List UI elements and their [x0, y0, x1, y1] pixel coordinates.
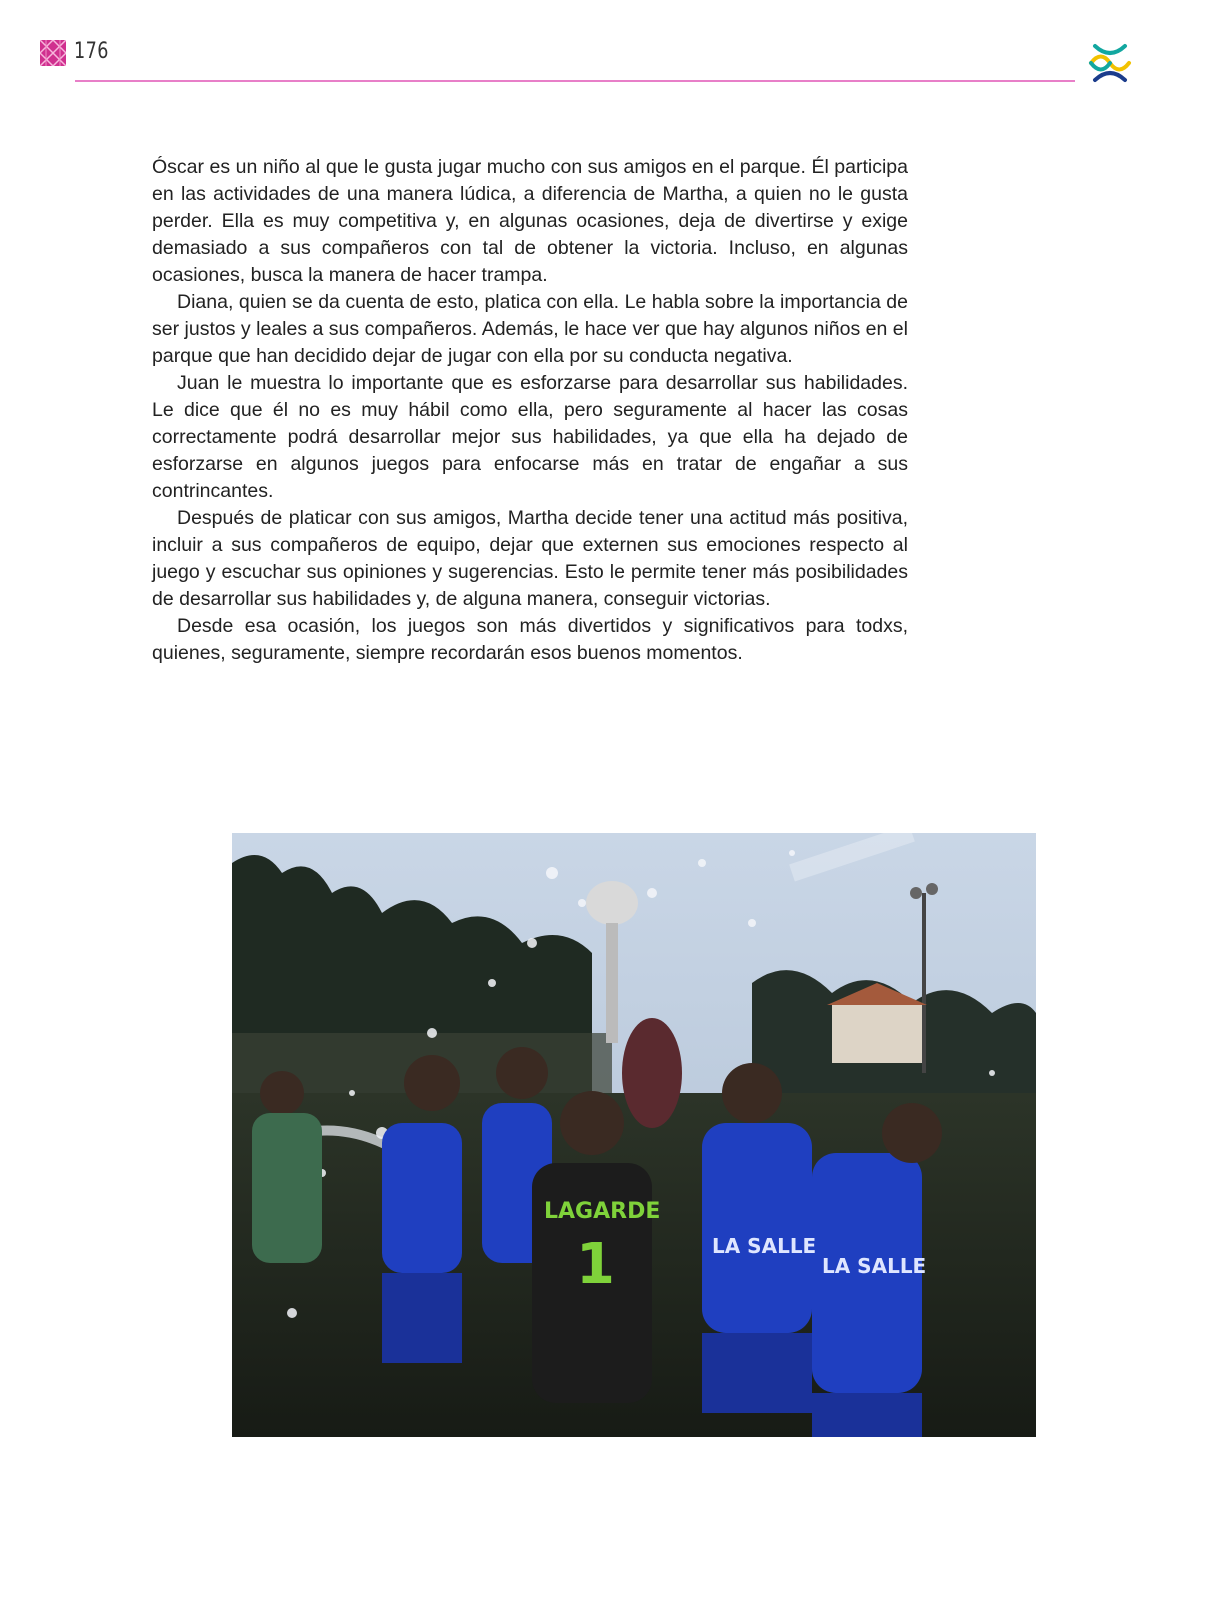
pattern-icon — [40, 40, 66, 66]
goalkeeper-number-text: 1 — [576, 1232, 615, 1297]
jersey-text: LA SALLE — [712, 1234, 817, 1258]
paragraph: Después de platicar con sus amigos, Martha decide tener una actitud más positiva, incluir a sus compañeros de equipo, dejar que externen sus emociones respecto al juego y escuchar sus opiniones y sugerencias. Esto le permite tener más posibilidades de desarrollar sus habilidades y, de alguna manera, conseguir victorias. — [152, 507, 908, 610]
header-divider — [75, 80, 1075, 82]
paragraph: Diana, quien se da cuenta de esto, platica con ella. Le habla sobre la importancia de ser justos y leales a sus compañeros. Además, le hace ver que hay algunos niños en el parque que han decidido dejar de jugar con ella por su conducta negativa. — [152, 291, 908, 367]
jersey-text: LA SALLE — [822, 1254, 927, 1278]
paragraph: Desde esa ocasión, los juegos son más divertidos y significativos para todxs, quienes, seguramente, siempre recordarán esos buenos momentos. — [152, 615, 908, 664]
paragraph: Óscar es un niño al que le gusta jugar mucho con sus amigos en el parque. Él participa en las actividades de una manera lúdica, a diferencia de Martha, a quien no le gusta perder. Ella es muy competitiva y, en algunas ocasiones, deja de divertirse y exige demasiado a sus compañeros con tal de obtener la victoria. Incluso, en algunas ocasiones, busca la manera de hacer trampa. — [152, 156, 908, 286]
team-celebration-photo — [232, 833, 1036, 1437]
body-text — [152, 154, 908, 667]
paragraph: Juan le muestra lo importante que es esforzarse para desarrollar sus habilidades. Le dice que él no es muy hábil como ella, pero seguramente al hacer las cosas correctamente podrá desarrollar mejor sus habilidades, ya que ella ha dejado de esforzarse en algunos juegos para enfocarse más en tratar de engañar a sus contrincantes. — [152, 372, 908, 502]
goalkeeper-name-text: LAGARDE — [544, 1199, 661, 1224]
page-number: 176 — [74, 39, 109, 64]
logo-icon — [1087, 40, 1133, 86]
